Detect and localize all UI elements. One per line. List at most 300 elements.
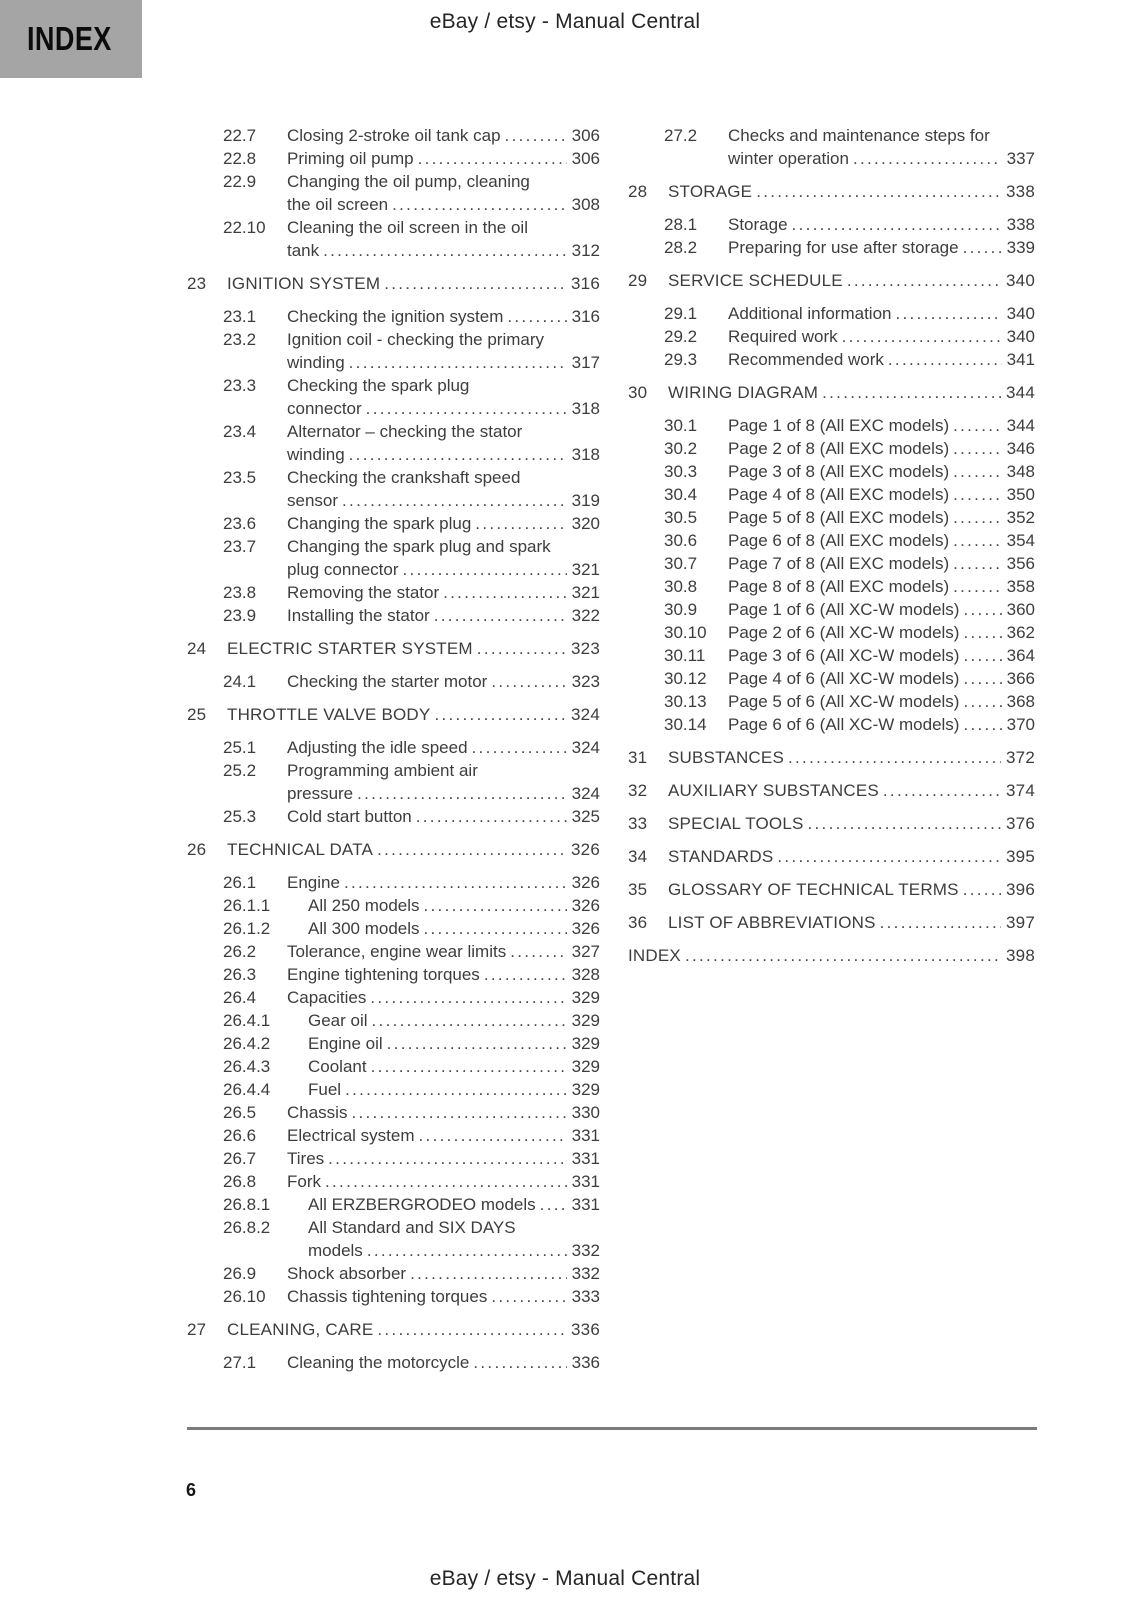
- toc-page-number: 344: [1006, 383, 1035, 402]
- toc-entry-body: [628, 944, 1035, 967]
- toc-entry-title: Page 1 of 8 (All EXC models): [728, 416, 950, 435]
- toc-entry-title: Adjusting the idle speed: [287, 738, 468, 757]
- toc-page-number: 336: [571, 1353, 600, 1372]
- toc-entry: [628, 348, 1035, 371]
- toc-page-number: 329: [571, 1034, 600, 1053]
- toc-entry-title: Gear oil: [308, 1011, 368, 1030]
- toc-entry-lastline: [287, 1124, 600, 1147]
- toc-entry-lastline: [308, 1078, 600, 1101]
- toc-entry-number: 29.1: [664, 304, 698, 323]
- toc-entry: [187, 736, 600, 759]
- toc-page-number: 358: [1006, 577, 1035, 596]
- toc-entry-title: connector: [287, 399, 362, 418]
- toc-entry-title: ELECTRIC STARTER SYSTEM: [227, 639, 473, 658]
- leader-dots: [418, 147, 567, 170]
- toc-page-number: 323: [571, 639, 600, 658]
- toc-entry-body: [287, 986, 600, 1009]
- toc-entry-lastline: [668, 812, 1035, 835]
- toc-entry-number: 26.4.1: [223, 1011, 271, 1030]
- toc-entry-body: [287, 670, 600, 693]
- toc-page-number: 397: [1006, 913, 1035, 932]
- toc-page-number: 370: [1006, 715, 1035, 734]
- toc-entry-lastline: [287, 736, 600, 759]
- toc-entry-number: 26.7: [223, 1149, 257, 1168]
- footer-title: eBay / etsy - Manual Central: [429, 1567, 701, 1590]
- toc-entry-number: 24: [187, 639, 207, 658]
- toc-entry-lastline: [308, 917, 600, 940]
- leader-dots: [953, 506, 1002, 529]
- toc-entry: [187, 604, 600, 627]
- toc-entry-title: winter operation: [728, 149, 849, 168]
- toc-page-number: 329: [571, 988, 600, 1007]
- toc-entry-lastline: [287, 940, 600, 963]
- toc-entry-number: 30.2: [664, 439, 698, 458]
- toc-entry-title: SPECIAL TOOLS: [668, 814, 804, 833]
- leader-dots: [424, 917, 567, 940]
- toc-entry-lastline: [728, 236, 1035, 259]
- toc-page-number: 368: [1006, 692, 1035, 711]
- toc-entry: [187, 581, 600, 604]
- toc-page-number: 328: [571, 965, 600, 984]
- toc-entry-number: 25: [187, 705, 207, 724]
- toc-entry-lastline: [728, 667, 1035, 690]
- toc-entry-body: [287, 805, 600, 828]
- toc-page-number: 332: [571, 1241, 600, 1260]
- toc-page-number: 340: [1006, 304, 1035, 323]
- toc-entry-title: Fuel: [308, 1080, 342, 1099]
- toc-page-number: 306: [571, 126, 600, 145]
- toc-left-column: [187, 124, 600, 1374]
- toc-entry: [187, 917, 600, 940]
- leader-dots: [788, 746, 1001, 769]
- leader-dots: [403, 558, 567, 581]
- toc-entry-title: winding: [287, 445, 345, 464]
- toc-entry-body: [287, 535, 600, 581]
- leader-dots: [472, 736, 567, 759]
- toc-entry: [187, 871, 600, 894]
- toc-entry-title: Closing 2-stroke oil tank cap: [287, 126, 501, 145]
- toc-entry-number: 26.3: [223, 965, 257, 984]
- leader-dots: [377, 838, 566, 861]
- toc-entry: [628, 483, 1035, 506]
- toc-entry-body: [728, 713, 1035, 736]
- toc-page-number: 338: [1006, 215, 1035, 234]
- leader-dots: [366, 397, 567, 420]
- toc-entry-number: 23.2: [223, 330, 257, 349]
- toc-entry-body: [287, 124, 600, 147]
- toc-entry: [187, 1009, 600, 1032]
- toc-entry-body: [728, 483, 1035, 506]
- toc-entry-number: 30.13: [664, 692, 707, 711]
- toc-entry-title: Page 4 of 6 (All XC-W models): [728, 669, 960, 688]
- toc-entry-number: 30.6: [664, 531, 698, 550]
- leader-dots: [540, 1193, 567, 1216]
- toc-entry-lastline: [728, 552, 1035, 575]
- toc-entry: [187, 1351, 600, 1374]
- leader-dots: [953, 460, 1002, 483]
- toc-entry-number: 26.4: [223, 988, 257, 1007]
- toc-entry-number: 32: [628, 781, 648, 800]
- toc-entry: [628, 812, 1035, 835]
- toc-page-number: 327: [571, 942, 600, 961]
- toc-page-number: 396: [1006, 880, 1035, 899]
- toc-entry: [187, 420, 600, 466]
- toc-page-number: 321: [571, 583, 600, 602]
- toc-entry-title: CLEANING, CARE: [227, 1320, 374, 1339]
- toc-entry-lastline: [287, 512, 600, 535]
- toc-entry-lastline: [308, 1009, 600, 1032]
- toc-entry-body: [668, 845, 1035, 868]
- toc-entry-body: [728, 575, 1035, 598]
- toc-page-number: 338: [1006, 182, 1035, 201]
- toc-entry-number: 23.1: [223, 307, 257, 326]
- toc-page-number: 331: [571, 1172, 600, 1191]
- leader-dots: [342, 489, 567, 512]
- toc-entry-body: [287, 940, 600, 963]
- toc-entry: [628, 598, 1035, 621]
- toc-page-number: 316: [571, 307, 600, 326]
- leader-dots: [853, 147, 1002, 170]
- toc-page-number: 320: [571, 514, 600, 533]
- toc-entry: [187, 328, 600, 374]
- toc-entry: [187, 1216, 600, 1262]
- toc-entry-lastline: [287, 782, 600, 805]
- toc-entry-lastline: [227, 703, 600, 726]
- toc-entry-title: All 250 models: [308, 896, 420, 915]
- toc-entry-body: [287, 963, 600, 986]
- toc-entry-body: [668, 269, 1035, 292]
- toc-entry-lastline: [728, 437, 1035, 460]
- toc-entry-lastline: [287, 489, 600, 512]
- toc-entry-lastline: [308, 1032, 600, 1055]
- leader-dots: [392, 193, 567, 216]
- toc-entry-number: 26.8.2: [223, 1218, 271, 1237]
- toc-entry-lastline: [287, 871, 600, 894]
- toc-entry-lastline: [287, 1351, 600, 1374]
- toc-entry-body: [728, 552, 1035, 575]
- leader-dots: [963, 878, 1001, 901]
- leader-dots: [953, 437, 1002, 460]
- leader-dots: [328, 1147, 566, 1170]
- toc-entry: [187, 466, 600, 512]
- leader-dots: [963, 236, 1002, 259]
- toc-entry: [187, 703, 600, 726]
- toc-entry-body: [287, 305, 600, 328]
- toc-entry-lastline: [728, 506, 1035, 529]
- toc-entry-title: Page 2 of 6 (All XC-W models): [728, 623, 960, 642]
- toc-entry-title-line1: Checking the spark plug: [287, 376, 470, 395]
- toc-entry: [628, 180, 1035, 203]
- toc-entry-body: [728, 348, 1035, 371]
- toc-entry-title: STANDARDS: [668, 847, 774, 866]
- toc-page-number: 333: [571, 1287, 600, 1306]
- toc-entry-number: 22.10: [223, 218, 266, 237]
- toc-page-number: 324: [571, 705, 600, 724]
- toc-entry-body: [668, 812, 1035, 835]
- toc-entry: [628, 460, 1035, 483]
- leader-dots: [963, 598, 1001, 621]
- toc-page-number: 317: [571, 353, 600, 372]
- toc-page-number: 340: [1006, 327, 1035, 346]
- leader-dots: [370, 986, 566, 1009]
- toc-entry-title: Tires: [287, 1149, 325, 1168]
- toc-entry: [187, 1318, 600, 1341]
- toc-entry-number: 23.7: [223, 537, 257, 556]
- toc-entry: [187, 147, 600, 170]
- toc-entry-body: [728, 690, 1035, 713]
- toc-entry-title-line1: Checks and maintenance steps for: [728, 126, 990, 145]
- toc-entry-title-line1: Checking the crankshaft speed: [287, 468, 521, 487]
- toc-entry-body: [287, 374, 600, 420]
- leader-dots: [477, 637, 566, 660]
- toc-entry: [187, 374, 600, 420]
- toc-entry-number: 28: [628, 182, 648, 201]
- leader-dots: [883, 779, 1001, 802]
- toc-entry-number: 30.14: [664, 715, 707, 734]
- toc-entry-title: LIST OF ABBREVIATIONS: [668, 913, 876, 932]
- toc-entry-lastline: [308, 1193, 600, 1216]
- toc-entry-number: 23.6: [223, 514, 257, 533]
- toc-entry-title: Capacities: [287, 988, 367, 1007]
- leader-dots: [345, 1078, 567, 1101]
- toc-entry-number: 26.4.3: [223, 1057, 271, 1076]
- toc-entry: [187, 759, 600, 805]
- toc-entry-number: 26.1: [223, 873, 257, 892]
- toc-entry-lastline: [308, 894, 600, 917]
- leader-dots: [325, 1170, 567, 1193]
- toc-entry-number: 29: [628, 271, 648, 290]
- toc-entry-title: winding: [287, 353, 345, 372]
- toc-entry-body: [668, 746, 1035, 769]
- toc-entry-number: 24.1: [223, 672, 257, 691]
- toc-page-number: 331: [571, 1149, 600, 1168]
- leader-dots: [953, 552, 1002, 575]
- toc-entry-body: [287, 512, 600, 535]
- toc-entry-title: Engine: [287, 873, 340, 892]
- leader-dots: [880, 911, 1001, 934]
- toc-entry: [187, 216, 600, 262]
- toc-entry-lastline: [628, 944, 1035, 967]
- toc-entry: [187, 838, 600, 861]
- leader-dots: [895, 302, 1001, 325]
- toc-entry-title: models: [308, 1241, 363, 1260]
- toc-entry-lastline: [287, 986, 600, 1009]
- toc-entry-body: [287, 420, 600, 466]
- toc-entry-lastline: [668, 845, 1035, 868]
- toc-page-number: 318: [571, 445, 600, 464]
- toc-entry-title-line1: Changing the oil pump, cleaning: [287, 172, 530, 191]
- toc-entry-body: [227, 272, 600, 295]
- toc-entry: [187, 986, 600, 1009]
- toc-entry-number: 30.12: [664, 669, 707, 688]
- toc-entry-number: 30.9: [664, 600, 698, 619]
- toc-entry: [187, 894, 600, 917]
- toc-entry-number: 23.3: [223, 376, 257, 395]
- leader-dots: [349, 443, 567, 466]
- toc-entry-lastline: [287, 963, 600, 986]
- toc-entry-title-line1: Alternator – checking the stator: [287, 422, 523, 441]
- toc-entry-title: Changing the spark plug: [287, 514, 472, 533]
- toc-entry-lastline: [728, 575, 1035, 598]
- toc-entry: [628, 325, 1035, 348]
- toc-page-number: 395: [1006, 847, 1035, 866]
- toc-entry-lastline: [728, 529, 1035, 552]
- leader-dots: [419, 1124, 567, 1147]
- toc-entry-body: [287, 604, 600, 627]
- toc-entry-number: 23.5: [223, 468, 257, 487]
- toc-entry-title: Page 3 of 6 (All XC-W models): [728, 646, 960, 665]
- toc-entry-body: [287, 1285, 600, 1308]
- toc-entry-body: [227, 703, 600, 726]
- toc-entry-title: TECHNICAL DATA: [227, 840, 374, 859]
- toc-entry: [628, 213, 1035, 236]
- toc-page-number: 323: [571, 672, 600, 691]
- leader-dots: [847, 269, 1001, 292]
- toc-entry-lastline: [668, 381, 1035, 404]
- toc-entry: [187, 1285, 600, 1308]
- toc-entry-body: [728, 460, 1035, 483]
- toc-entry-title: Page 3 of 8 (All EXC models): [728, 462, 950, 481]
- toc-entry-title: Page 5 of 8 (All EXC models): [728, 508, 950, 527]
- toc-entry-body: [728, 213, 1035, 236]
- toc-entry-lastline: [287, 1262, 600, 1285]
- toc-page-number: 318: [571, 399, 600, 418]
- toc-page-number: 356: [1006, 554, 1035, 573]
- toc-entry-title-line1: All Standard and SIX DAYS: [308, 1218, 516, 1237]
- toc-entry-title: Fork: [287, 1172, 321, 1191]
- footer-page-number: 6: [186, 1480, 197, 1500]
- toc-entry-body: [287, 1078, 600, 1101]
- toc-entry: [187, 1170, 600, 1193]
- leader-dots: [387, 1032, 567, 1055]
- toc-entry-title: Tolerance, engine wear limits: [287, 942, 507, 961]
- toc-page-number: 346: [1006, 439, 1035, 458]
- leader-dots: [822, 381, 1001, 404]
- leader-dots: [808, 812, 1002, 835]
- toc-page-number: 360: [1006, 600, 1035, 619]
- toc-entry-body: [728, 598, 1035, 621]
- toc-entry-title: Checking the starter motor: [287, 672, 488, 691]
- leader-dots: [377, 1318, 566, 1341]
- toc-entry-lastline: [287, 670, 600, 693]
- toc-entry-lastline: [728, 213, 1035, 236]
- toc-entry-body: [287, 1055, 600, 1078]
- toc-entry-number: 23.9: [223, 606, 257, 625]
- leader-dots: [371, 1055, 567, 1078]
- toc-entry-number: 25.2: [223, 761, 257, 780]
- toc-entry-title: All 300 models: [308, 919, 420, 938]
- toc-entry: [628, 124, 1035, 170]
- toc-page-number: 330: [571, 1103, 600, 1122]
- leader-dots: [351, 1101, 566, 1124]
- toc-entry-body: [728, 667, 1035, 690]
- toc-page-number: 366: [1006, 669, 1035, 688]
- toc-entry-number: 30.11: [664, 646, 706, 665]
- toc-entry-title: tank: [287, 241, 320, 260]
- toc-entry-number: 26.6: [223, 1126, 257, 1145]
- toc-page-number: 344: [1006, 416, 1035, 435]
- toc-entry-lastline: [287, 558, 600, 581]
- leader-dots: [434, 604, 567, 627]
- toc-entry-body: [287, 328, 600, 374]
- toc-page-number: 336: [571, 1320, 600, 1339]
- toc-entry-title: SERVICE SCHEDULE: [668, 271, 843, 290]
- toc-entry-lastline: [287, 397, 600, 420]
- leader-dots: [792, 213, 1002, 236]
- leader-dots: [842, 325, 1002, 348]
- toc-entry-lastline: [287, 147, 600, 170]
- toc-entry-number: 30.4: [664, 485, 698, 504]
- toc-entry-title: Page 6 of 8 (All EXC models): [728, 531, 950, 550]
- toc-entry: [628, 779, 1035, 802]
- toc-entry-title: Cold start button: [287, 807, 412, 826]
- toc-entry: [187, 1055, 600, 1078]
- toc-entry: [187, 305, 600, 328]
- toc-entry-lastline: [668, 180, 1035, 203]
- toc-entry-title: Coolant: [308, 1057, 367, 1076]
- toc-page-number: 321: [571, 560, 600, 579]
- toc-entry-number: 26: [187, 840, 207, 859]
- toc-entry-body: [287, 1216, 600, 1262]
- toc-entry: [628, 302, 1035, 325]
- toc-entry-body: [668, 180, 1035, 203]
- toc-entry: [187, 805, 600, 828]
- toc-page-number: 324: [571, 738, 600, 757]
- toc-entry-title: Engine oil: [308, 1034, 383, 1053]
- toc-entry: [187, 1078, 600, 1101]
- toc-page-number: 352: [1006, 508, 1035, 527]
- toc-entry: [628, 437, 1035, 460]
- toc-page-number: 339: [1006, 238, 1035, 257]
- toc-entry-number: 30.5: [664, 508, 698, 527]
- toc-entry-body: [287, 170, 600, 216]
- toc-page-number: 324: [571, 784, 600, 803]
- toc-entry-body: [287, 1193, 600, 1216]
- toc-entry-body: [728, 621, 1035, 644]
- toc-entry-lastline: [728, 690, 1035, 713]
- toc-entry-title: IGNITION SYSTEM: [227, 274, 381, 293]
- toc-entry-body: [287, 1009, 600, 1032]
- toc-entry-number: 22.8: [223, 149, 257, 168]
- toc-entry-lastline: [668, 911, 1035, 934]
- toc-entry-number: 26.2: [223, 942, 257, 961]
- toc-entry-lastline: [308, 1239, 600, 1262]
- leader-dots: [372, 1009, 567, 1032]
- toc-entry-title: GLOSSARY OF TECHNICAL TERMS: [668, 880, 959, 899]
- toc-entry: [628, 621, 1035, 644]
- index-tab-label: INDEX: [27, 20, 112, 57]
- toc-entry-lastline: [227, 838, 600, 861]
- toc-entry-number: 27: [187, 1320, 207, 1339]
- toc-entry-body: [287, 1124, 600, 1147]
- toc-entry: [187, 170, 600, 216]
- toc-entry-number: 27.1: [223, 1353, 257, 1372]
- toc-entry-number: 23.4: [223, 422, 257, 441]
- toc-entry-number: 30.8: [664, 577, 698, 596]
- toc-entry-number: 26.4.4: [223, 1080, 271, 1099]
- toc-page-number: 331: [571, 1126, 600, 1145]
- toc-entry-number: 26.1.1: [223, 896, 271, 915]
- toc-entry-body: [287, 147, 600, 170]
- toc-page-number: 348: [1006, 462, 1035, 481]
- toc-page-number: 337: [1006, 149, 1035, 168]
- toc-page-number: 308: [571, 195, 600, 214]
- toc-entry-number: 26.8: [223, 1172, 257, 1191]
- toc-entry-number: 22.7: [223, 126, 257, 145]
- leader-dots: [507, 305, 566, 328]
- leader-dots: [963, 713, 1001, 736]
- toc-entry-body: [668, 779, 1035, 802]
